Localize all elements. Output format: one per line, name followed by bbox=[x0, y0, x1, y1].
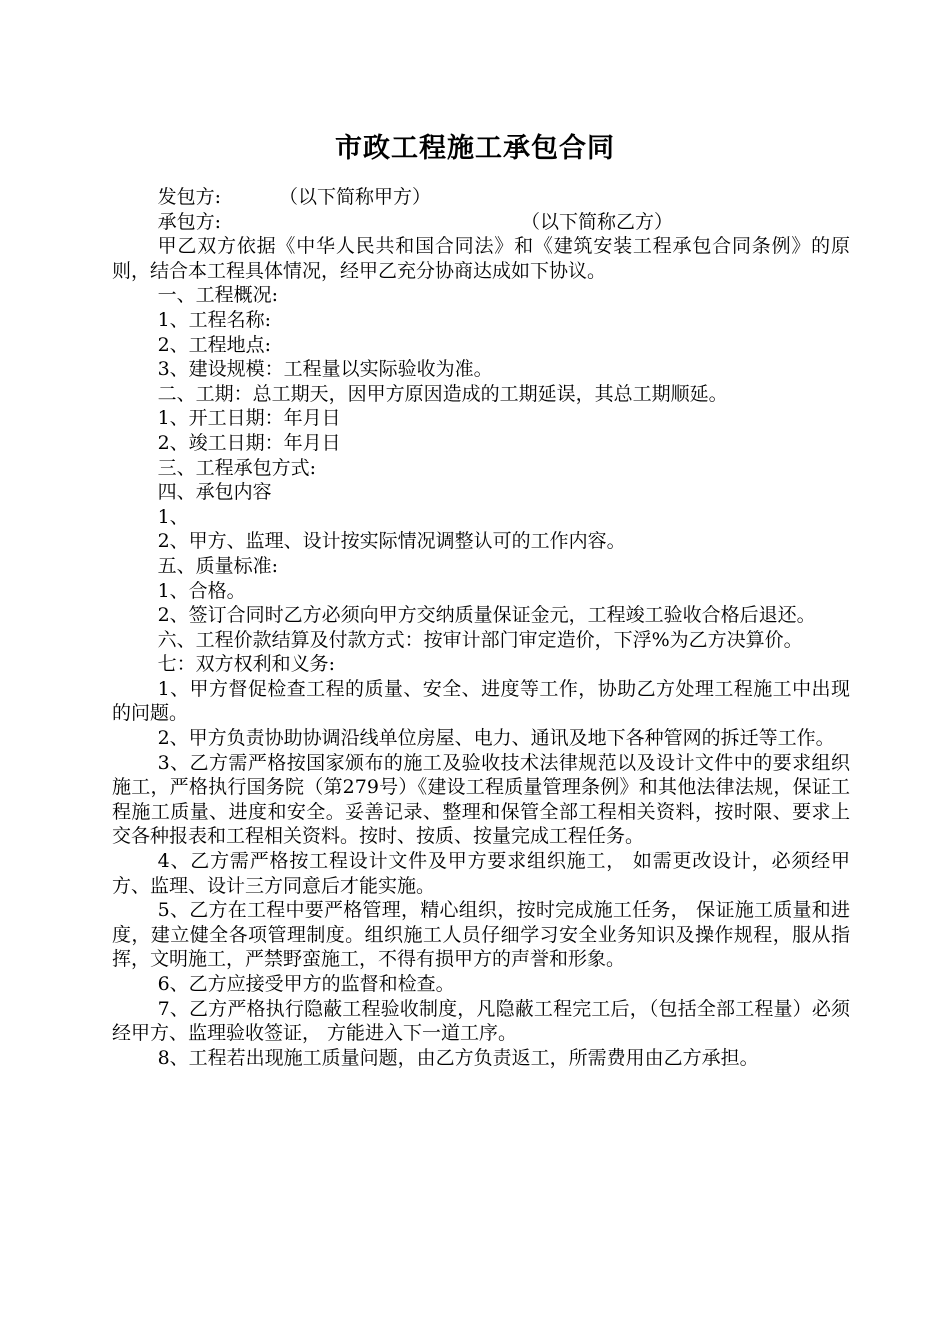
clause: 6、乙方应接受甲方的监督和检查。 bbox=[157, 973, 455, 995]
clause: 2、甲方、监理、设计按实际情况调整认可的工作内容。 bbox=[157, 530, 626, 553]
document-title: 市政工程施工承包合同 bbox=[335, 133, 615, 164]
clause: 1、合格。 bbox=[157, 579, 246, 602]
section-heading: 五、质量标准: bbox=[157, 554, 278, 577]
clause: 1、甲方督促检查工程的质量、安全、进度等工作，协助乙方处理工程施工中出现的问题。 bbox=[112, 677, 850, 725]
clause: 1、开工日期：年月日 bbox=[157, 407, 341, 430]
clause: 3、乙方需严格按国家颁布的施工及验收技术法律规范以及设计文件中的要求组织施工，严格执行国务院（第279号）《建设工程质量管理条例》和其他法律法规，保证工程施工质量、进度和安全。妥善记录、整理和保管全部工程相关资料，按时限、要求上交各种报表和工程相关资料。按时、按质、按量完成工程任务。 bbox=[112, 751, 850, 848]
clause: 2、竣工日期：年月日 bbox=[157, 431, 341, 454]
party-b-label: 承包方: bbox=[157, 210, 221, 233]
party-a-note: （以下简称甲方） bbox=[279, 186, 432, 208]
section-heading: 六、工程价款结算及付款方式：按审计部门审定造价，下浮%为乙方决算价。 bbox=[157, 628, 803, 651]
clause: 5、乙方在工程中要严格管理，精心组织，按时完成施工任务， 保证施工质量和进度，建立健全各项管理制度。组织施工人员仔细学习安全业务知识及操作规程，服从指挥，文明施工，严禁野蛮施工，不得有损甲方的声誉和形象。 bbox=[112, 899, 850, 971]
clause: 8、工程若出现施工质量问题，由乙方负责返工，所需费用由乙方承担。 bbox=[157, 1046, 759, 1069]
party-a-label: 发包方: bbox=[157, 186, 221, 208]
party-b-line bbox=[112, 210, 850, 235]
clause: 1、 bbox=[157, 505, 189, 528]
clause: 2、工程地点: bbox=[157, 333, 272, 356]
clause: 2、甲方负责协助协调沿线单位房屋、电力、通讯及地下各种管网的拆迁等工作。 bbox=[157, 727, 835, 750]
section-heading: 一、工程概况: bbox=[157, 284, 278, 307]
clause: 4、乙方需严格按工程设计文件及甲方要求组织施工， 如需更改设计，必须经甲方、监理、设计三方同意后才能实施。 bbox=[112, 850, 850, 897]
party-b-note: （以下简称乙方） bbox=[521, 210, 674, 233]
section-heading: 二、工期：总工期天，因甲方原因造成的工期延误，其总工期顺延。 bbox=[157, 382, 728, 405]
party-a-line bbox=[112, 185, 850, 210]
clause: 1、工程名称: bbox=[157, 308, 272, 331]
clause: 2、签订合同时乙方必须向甲方交纳质量保证金元，工程竣工验收合格后退还。 bbox=[157, 604, 816, 627]
section-heading: 三、工程承包方式: bbox=[157, 456, 316, 479]
clause: 7、乙方严格执行隐蔽工程验收制度，凡隐蔽工程完工后，（包括全部工程量）必须经甲方、监理验收签证， 方能进入下一道工序。 bbox=[112, 997, 850, 1045]
section-heading: 七：双方权利和义务: bbox=[157, 653, 335, 676]
clause: 3、建设规模：工程量以实际验收为准。 bbox=[157, 358, 493, 381]
section-heading: 四、承包内容 bbox=[157, 481, 272, 504]
contract-body bbox=[112, 185, 850, 1070]
preamble-paragraph: 甲乙双方依据《中华人民共和国合同法》和《建筑安装工程承包合同条例》的原则，结合本工程具体情况，经甲乙充分协商达成如下协议。 bbox=[112, 235, 850, 282]
